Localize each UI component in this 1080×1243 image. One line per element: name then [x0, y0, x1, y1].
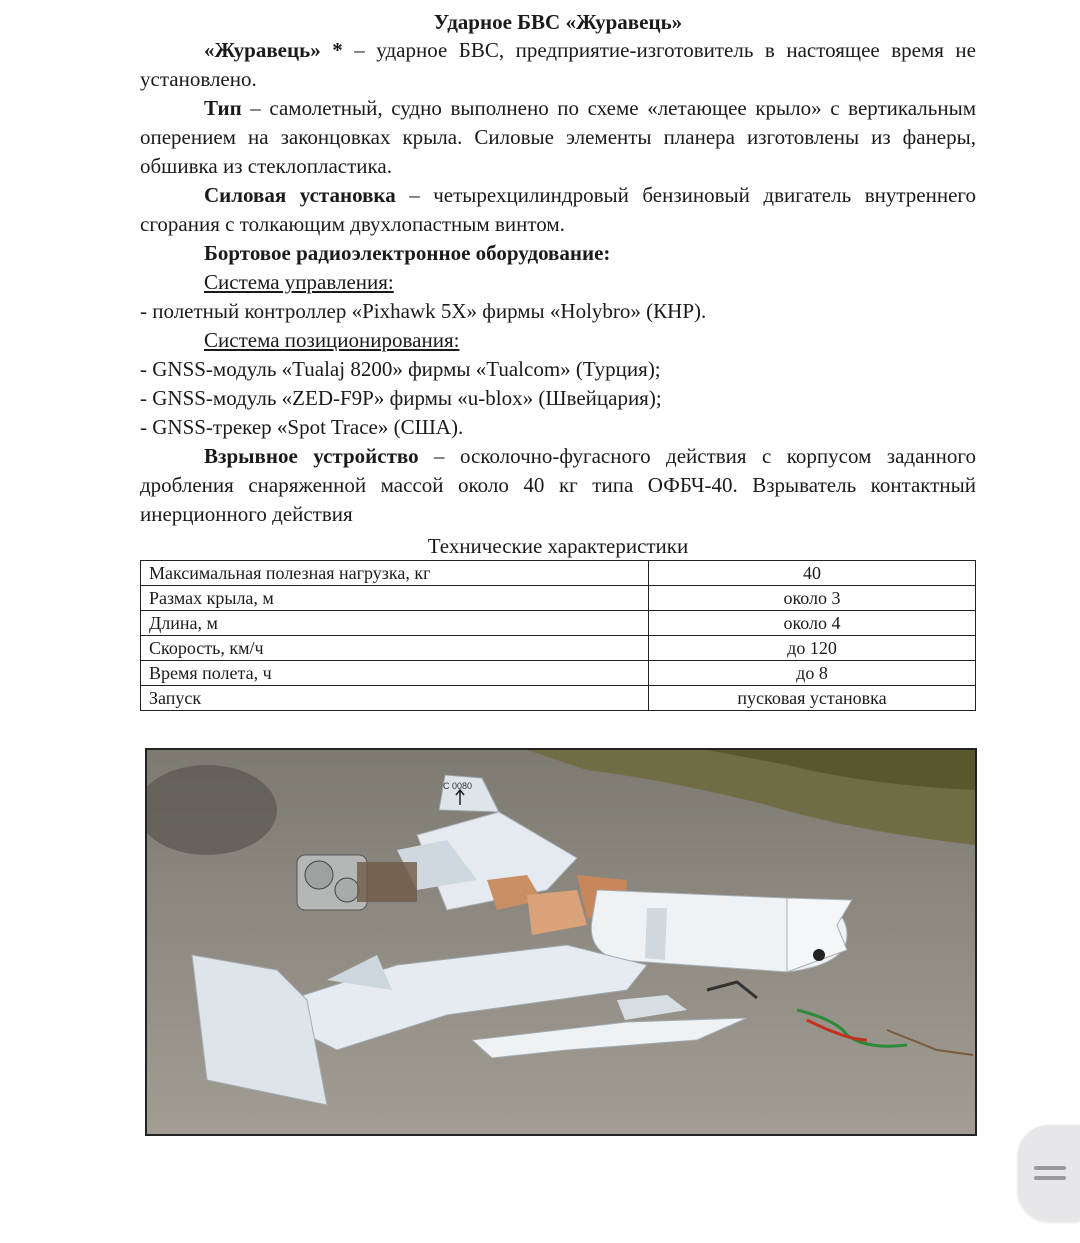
- spec-label: Запуск: [141, 686, 649, 711]
- positioning-item: - GNSS-модуль «Tualaj 8200» фирмы «Tualcom» (Турция);: [140, 357, 661, 381]
- handle-grip-line: [1034, 1176, 1066, 1180]
- control-heading: Система управления:: [204, 270, 394, 294]
- spec-table: [140, 560, 976, 711]
- table-row: [141, 586, 976, 611]
- spec-label: Длина, м: [141, 611, 649, 636]
- positioning-item: - GNSS-трекер «Spot Trace» (США).: [140, 415, 464, 439]
- warhead-text: – осколочно-фугасного действия с корпусом заданного дробления снаряженной массой около 40 кг типа ОФБЧ-40. Взрыватель контактный инерционного действия: [140, 444, 976, 526]
- spec-value: до 8: [649, 661, 976, 686]
- table-row: [141, 686, 976, 711]
- handle-grip-line: [1034, 1166, 1066, 1170]
- type-term: Тип: [204, 96, 242, 120]
- table-row: [141, 636, 976, 661]
- table-caption: Технические характеристики: [427, 534, 689, 558]
- scroll-handle[interactable]: [1018, 1125, 1080, 1221]
- table-row: [141, 661, 976, 686]
- table-row: [141, 561, 976, 586]
- fin-marking: C 0080: [443, 781, 473, 791]
- table-row: [141, 611, 976, 636]
- type-text: – самолетный, судно выполнено по схеме «летающее крыло» с вертикальным оперением на законцовках крыла. Силовые элементы планера изготовлены из фанеры, обшивка из стеклопластика.: [140, 96, 976, 178]
- paragraph-powerplant: [140, 181, 976, 239]
- spec-value: около 4: [649, 611, 976, 636]
- spec-value: до 120: [649, 636, 976, 661]
- positioning-item: - GNSS-модуль «ZED-F9P» фирмы «u-blox» (Швейцария);: [140, 386, 662, 410]
- wreckage-photo-illustration: [147, 750, 975, 1134]
- paragraph-type: [140, 94, 976, 181]
- document-page: [140, 0, 976, 711]
- spec-label: Скорость, км/ч: [141, 636, 649, 661]
- avionics-heading: Бортовое радиоэлектронное оборудование:: [204, 241, 611, 265]
- spec-value: 40: [649, 561, 976, 586]
- name-term: «Журавець» *: [204, 38, 343, 62]
- powerplant-term: Силовая установка: [204, 183, 396, 207]
- spec-label: Размах крыла, м: [141, 586, 649, 611]
- control-item: - полетный контроллер «Pixhawk 5X» фирмы «Holybro» (КНР).: [140, 299, 707, 323]
- spec-label: Максимальная полезная нагрузка, кг: [141, 561, 649, 586]
- wreckage-photo: [145, 748, 977, 1136]
- spec-label: Время полета, ч: [141, 661, 649, 686]
- spec-value: около 3: [649, 586, 976, 611]
- spec-value: пусковая установка: [649, 686, 976, 711]
- paragraph-name: [140, 36, 976, 94]
- warhead-term: Взрывное устройство: [204, 444, 419, 468]
- name-text: – ударное БВС, предприятие-изготовитель в настоящее время не установлено.: [140, 38, 976, 91]
- powerplant-text: – четырехцилиндровый бензиновый двигатель внутреннего сгорания с толкающим двухлопастным винтом.: [140, 183, 976, 236]
- paragraph-warhead: [140, 442, 976, 529]
- document-title: Ударное БВС «Журавець»: [433, 10, 683, 34]
- positioning-heading: Система позиционирования:: [204, 328, 460, 352]
